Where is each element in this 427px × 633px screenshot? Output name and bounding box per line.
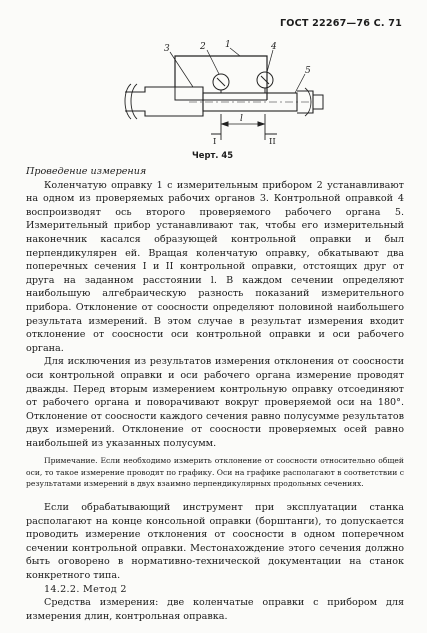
control-mandrel (189, 93, 311, 111)
note: Примечание. Если необходимо измерить отклонение от соосности относительно общей оси, то такое измерение проводят по графику. Оси на графике располагают в соответствии с результатами измерений в двух взаимно перпендикулярных продольных сечениях. (26, 456, 404, 488)
figure-caption: Черт. 45 (192, 150, 234, 160)
paragraph-3: Если обрабатывающий инструмент при эксплуатации станка располагают на конце консольной оправки (борштанги), то допускается проводить измерение отклонения от соосности в одном поперечном сечении контрольной оправки. Местонахождение этого сечения должно быть оговорено в нормативно-технической документации на станок конкретного типа. (26, 502, 404, 582)
dial-indicator-left (213, 74, 229, 93)
section-body (26, 165, 404, 623)
callout-2: 2 (200, 42, 206, 52)
callout-1: 1 (225, 40, 231, 50)
callout-3: 3 (164, 44, 170, 54)
subheading: Проведение измерения (26, 166, 147, 177)
paragraph-1: Коленчатую оправку 1 с измерительным прибором 2 устанавливают на одном из проверяемых рабочих органов 3. Контрольной оправкой 4 воспроизводят ось второго проверяемого рабочего органа 5. Измерительный прибор устанавливают так, чтобы его измерительный наконечник касался образующей контрольной оправки и был перпендикулярен ей. Вращая коленчатую оправку, обкатывают два поперечных сечения I и II контрольной оправки, отстоящих друг от друга на заданном расстоянии l. В каждом сечении определяют наибольшую алгебраическую разность показаний измерительного прибора. Отклонение от соосности определяют половиной наибольшего результата измерений. В этом случае в результат измерения входит отклонение от соосности оси контрольной оправки и оси рабочего органа. (26, 179, 404, 354)
method-heading: 14.2.2. Метод 2 (44, 583, 127, 595)
callout-5: 5 (305, 66, 311, 76)
technical-drawing (115, 40, 325, 162)
callout-leaders (170, 48, 305, 93)
section-lines (211, 114, 277, 140)
working-organ-right (297, 88, 323, 116)
working-organ-left (125, 84, 203, 119)
section-mark-2: II (269, 137, 276, 147)
page-header: ГОСТ 22267—76 С. 71 (279, 18, 402, 29)
dial-indicator-right (257, 72, 273, 93)
callout-4: 4 (271, 42, 277, 52)
paragraph-4: Средства измерения: две коленчатые оправки с прибором для измерения длин, контрольная оправка. (26, 597, 404, 622)
section-mark-1: I (213, 137, 217, 147)
distance-label: l (240, 114, 243, 124)
paragraph-2: Для исключения из результатов измерения отклонения от соосности оси контрольной оправки и оси рабочего органа измерение проводят дважды. Перед вторым измерением контрольную оправку отсоединяют от рабочего органа и поворачивают вокруг проверяемой оси на 180°. Отклонение от соосности каждого сечения равно полусумме результатов двух измерений. Отклонение от соосности проверяемых осей равно наибольшей из указанных полусумм. (26, 356, 404, 449)
